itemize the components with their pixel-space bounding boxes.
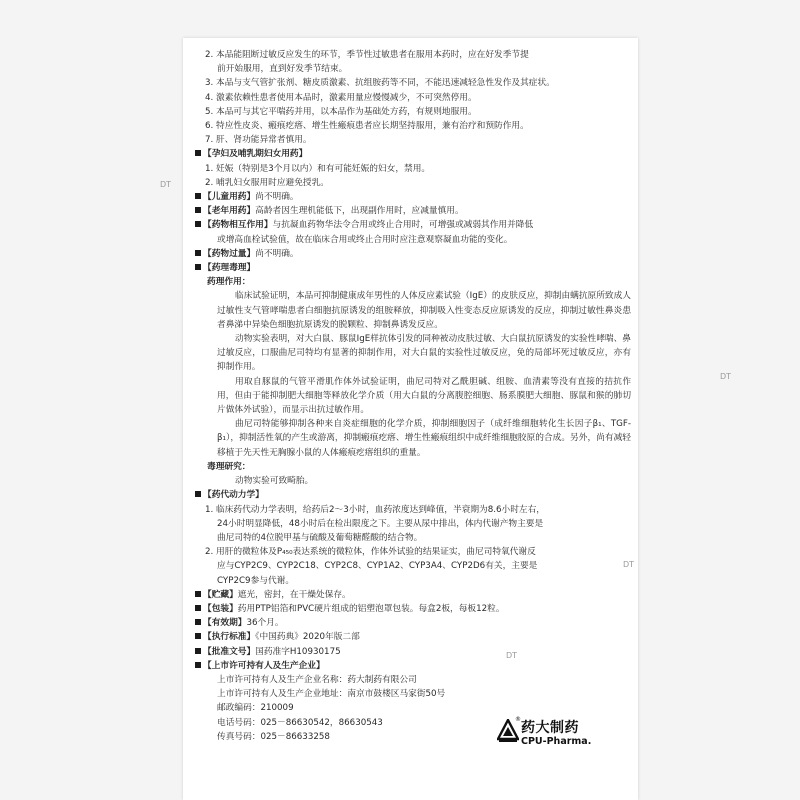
section-title: 【批准文号】 — [203, 646, 256, 657]
registered-mark: ® — [515, 716, 521, 723]
watermark: DT — [506, 651, 518, 660]
section-text: 尚不明确。 — [255, 248, 299, 259]
section-heading — [195, 147, 631, 161]
text-line: 24小时明显降低，48小时后在检出限度之下。主要从尿中排出，体内代谢产物主要是 — [217, 518, 544, 529]
section-title: 【药物相互作用】 — [203, 220, 273, 231]
section-heading — [195, 488, 631, 502]
section-title: 【执行标准】 — [203, 632, 256, 643]
subsection-title: 毒理研究： — [207, 461, 251, 472]
paragraph: 曲尼司特能够抑制各种来自炎症细胞的化学介质，抑制细胞因子（成纤维细胞转化生长因子β₁、TGF-β₁），抑制活性氧的产生或游离，抑制瘢痕疙瘩、增生性瘢痕组织中成纤维细胞胶原的合成。另外，尚有减轻移植于先天性无胸腺小鼠的人体瘢痕疙瘩组织的重量。 — [217, 419, 631, 458]
section-title: 【药物过量】 — [203, 248, 256, 259]
section-heading — [195, 261, 631, 275]
section-heading — [195, 602, 631, 616]
text-line: 2. 用肝的微粒体及P₄₅₀表达系统的微粒体，作体外试验的结果证实，曲尼司特氧代谢反 — [205, 547, 536, 558]
section-bullet-icon — [195, 264, 201, 270]
section-heading — [195, 204, 631, 218]
paragraph: 动物实验可致畸胎。 — [235, 476, 314, 487]
text-line: 或增高血栓试验值，故在临床合用或终止合用时应注意观察凝血功能的变化。 — [217, 234, 513, 245]
section-heading — [195, 588, 631, 602]
text-line: 2. 哺乳妇女服用时应避免授乳。 — [205, 177, 329, 188]
text-line: CYP2C9参与代谢。 — [217, 575, 295, 586]
leaflet-text — [195, 48, 631, 744]
company-name-cn: 药大制药 — [521, 720, 579, 736]
section-title: 【孕妇及哺乳期妇女用药】 — [203, 149, 308, 160]
section-title: 【老年用药】 — [203, 206, 256, 217]
section-title: 【药代动力学】 — [203, 490, 264, 501]
watermark: DT — [623, 560, 635, 569]
text-line: 应与CYP2C9、CYP2C18、CYP2C8、CYP1A2、CYP3A4、CYP2D6有关，主要是 — [217, 561, 538, 572]
text-line: 曲尼司特的4位脱甲基与硫酸及葡萄糖醛酸的结合物。 — [217, 532, 423, 543]
section-title: 【贮藏】 — [203, 589, 238, 600]
section-text: 尚不明确。 — [255, 192, 299, 203]
text-line: 5. 本品可与其它平喘药并用，以本品作为基础处方药，有规则地服用。 — [205, 106, 477, 117]
section-text: 高龄者因生理机能低下，出现副作用时，应减量慎用。 — [255, 206, 464, 217]
text-line: 4. 激素依赖性患者使用本品时，激素用量应慢慢减少，不可突然停用。 — [205, 92, 477, 103]
section-heading — [195, 190, 631, 204]
section-bullet-icon — [195, 150, 201, 156]
text-line: 1. 妊娠（特别是3个月以内）和有可能妊娠的妇女，禁用。 — [205, 163, 431, 174]
section-heading — [195, 659, 631, 673]
text-line: 上市许可持有人及生产企业名称：药大制药有限公司 — [217, 674, 417, 685]
section-text: 36个月。 — [246, 618, 284, 629]
section-text: 与抗凝血药物华法令合用或终止合用时，可增强或减弱其作用并降低 — [272, 220, 534, 231]
section-bullet-icon — [195, 250, 201, 256]
section-title: 【上市许可持有人及生产企业】 — [203, 660, 325, 671]
section-text: 遮光，密封，在干燥处保存。 — [237, 589, 351, 600]
company-name-en: CPU-Pharma. — [521, 736, 592, 747]
section-title: 【包装】 — [203, 603, 238, 614]
text-line: 1. 临床药代动力学表明，给药后2～3小时，血药浓度达到峰值，半衰期为8.6小时左右， — [205, 504, 545, 515]
section-title: 【药理毒理】 — [203, 263, 256, 274]
section-bullet-icon — [195, 221, 201, 227]
section-title: 【有效期】 — [203, 618, 247, 629]
section-heading — [195, 616, 631, 630]
section-heading — [195, 645, 631, 659]
subsection-title: 药理作用： — [207, 277, 251, 288]
text-line: 7. 肝、肾功能异常者慎用。 — [205, 135, 312, 146]
section-bullet-icon — [195, 193, 201, 199]
text-line: 2. 本品能阻断过敏反应发生的环节，季节性过敏患者在服用本药时，应在好发季节提 — [205, 50, 529, 60]
text-line: 邮政编码：210009 — [217, 703, 294, 714]
section-text: 《中国药典》2020年版二部 — [255, 632, 360, 643]
section-heading — [195, 247, 631, 261]
section-bullet-icon — [195, 662, 201, 668]
section-bullet-icon — [195, 633, 201, 639]
section-text: 药用PTP铝箔和PVC硬片组成的铝塑泡罩包装。每盒2板，每板12粒。 — [237, 603, 505, 614]
section-heading — [195, 218, 631, 232]
watermark: DT — [160, 180, 172, 189]
section-text: 国药准字H10930175 — [255, 646, 341, 657]
paragraph: 用取自豚鼠的气管平滑肌作体外试验证明，曲尼司特对乙酰胆碱、组胺、血清素等没有直接的拮抗作用，但由于能抑制肥大细胞等释放化学介质（用大白鼠的分离腹腔细胞、肠系膜肥大细胞、豚鼠和猴的肺切片做体外试验），而显示出抗过敏作用。 — [217, 376, 631, 416]
section-bullet-icon — [195, 648, 201, 654]
text-line: 电话号码：025－86630542，86630543 — [217, 717, 383, 728]
section-title: 【儿童用药】 — [203, 192, 256, 203]
section-bullet-icon — [195, 591, 201, 597]
company-logo — [497, 717, 617, 757]
leaflet-sheet — [183, 38, 638, 800]
watermark: DT — [720, 372, 732, 381]
paragraph: 临床试验证明，本品可抑制健康成年男性的人体反应素试验（IgE）的皮肤反应，抑制由螨抗原所致成人过敏性支气管哮喘患者白细胞抗原诱发的组胺释放，抑制吸入性变态反应原诱发的反应，抑制过敏性鼻炎患者鼻涕中异染色细胞抗原诱发的脱颗粒、抑制鼻诱发反应。 — [217, 291, 631, 330]
paragraph: 动物实验表明，对大白鼠、豚鼠IgE样抗体引发的同种被动皮肤过敏、大白鼠抗原诱发的实验性哮喘、鼻过敏反应，口服曲尼司特均有显著的抑制作用，对大白鼠的实验性过敏反应，免的局部坏死过敏反应，亦有抑制作用。 — [217, 334, 631, 373]
text-line: 6. 特应性皮炎、瘢痕疙瘩、增生性瘢痕患者应长期坚持服用，兼有治疗和预防作用。 — [205, 121, 529, 132]
text-line: 前开始服用，直到好发季节结束。 — [217, 64, 348, 75]
section-bullet-icon — [195, 605, 201, 611]
text-line: 3. 本品与支气管扩张剂、糖皮质激素、抗组胺药等不同，不能迅速减轻急性发作及其症状。 — [205, 78, 555, 89]
text-line: 传真号码：025－86633258 — [217, 731, 330, 742]
section-bullet-icon — [195, 207, 201, 213]
text-line: 上市许可持有人及生产企业地址：南京市鼓楼区马家街50号 — [217, 689, 446, 700]
section-bullet-icon — [195, 491, 201, 497]
section-bullet-icon — [195, 619, 201, 625]
section-heading — [195, 630, 631, 644]
